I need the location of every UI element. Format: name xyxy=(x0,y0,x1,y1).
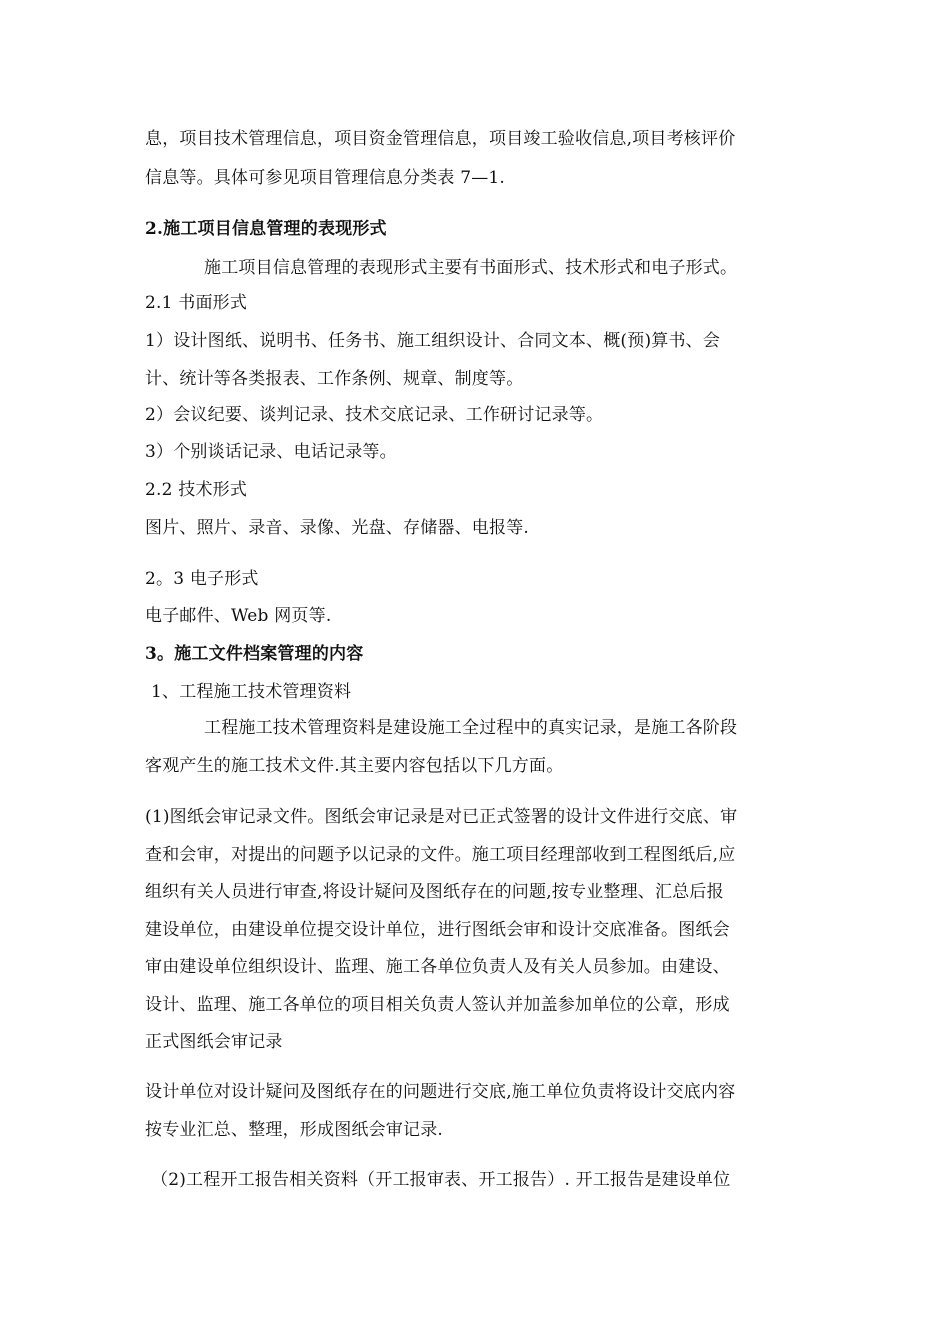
subsection-2-2-heading: 2.2 技术形式 xyxy=(145,480,248,500)
subsection-2-2-body: 图片、照片、录音、录像、光盘、存储器、电报等. xyxy=(145,518,530,538)
item-1-line-7: 正式图纸会审记录 xyxy=(145,1032,283,1052)
list-item-1-line-2: 计、统计等各类报表、工作条例、规章、制度等。 xyxy=(145,369,524,389)
list-item-1-line-1: 1）设计图纸、说明书、任务书、施工组织设计、合同文本、概(预)算书、会 xyxy=(145,331,721,351)
section-2-heading: 2.施工项目信息管理的表现形式 xyxy=(145,219,387,239)
subsection-2-1-heading: 2.1 书面形式 xyxy=(145,293,248,313)
paragraph-1-line-1: 工程施工技术管理资料是建设施工全过程中的真实记录，是施工各阶段 xyxy=(204,718,738,738)
item-2-line-1: （2)工程开工报告相关资料（开工报审表、开工报告）. 开工报告是建设单位 xyxy=(151,1170,731,1190)
subsection-2-3-body: 电子邮件、Web 网页等. xyxy=(145,606,332,626)
item-1-line-5: 审由建设单位组织设计、监理、施工各单位负责人及有关人员参加。由建设、 xyxy=(145,957,730,977)
section-2-summary: 施工项目信息管理的表现形式主要有书面形式、技术形式和电子形式。 xyxy=(204,258,738,278)
paragraph-2-line-2: 按专业汇总、整理，形成图纸会审记录. xyxy=(145,1120,444,1140)
item-1-line-6: 设计、监理、施工各单位的项目相关负责人签认并加盖参加单位的公章，形成 xyxy=(145,995,730,1015)
item-1-line-2: 查和会审，对提出的问题予以记录的文件。施工项目经理部收到工程图纸后,应 xyxy=(145,845,736,865)
section-3-heading: 3。施工文件档案管理的内容 xyxy=(145,644,364,664)
item-1-line-4: 建设单位，由建设单位提交设计单位，进行图纸会审和设计交底准备。图纸会 xyxy=(145,920,730,940)
item-1-line-1: (1)图纸会审记录文件。图纸会审记录是对已正式签署的设计文件进行交底、审 xyxy=(145,807,738,827)
subsection-3-1-heading: 1、工程施工技术管理资料 xyxy=(151,682,352,702)
list-item-2: 2）会议纪要、谈判记录、技术交底记录、工作研讨记录等。 xyxy=(145,405,604,425)
paragraph-2-line-1: 设计单位对设计疑问及图纸存在的问题进行交底,施工单位负责将设计交底内容 xyxy=(145,1082,736,1102)
intro-line-2: 信息等。具体可参见项目管理信息分类表 7—1. xyxy=(145,168,506,188)
list-item-3: 3）个别谈话记录、电话记录等。 xyxy=(145,442,397,462)
item-1-line-3: 组织有关人员进行审查,将设计疑问及图纸存在的问题,按专业整理、汇总后报 xyxy=(145,882,724,902)
intro-line-1: 息，项目技术管理信息，项目资金管理信息，项目竣工验收信息,项目考核评价 xyxy=(145,129,736,149)
paragraph-1-line-2: 客观产生的施工技术文件.其主要内容包括以下几方面。 xyxy=(145,756,564,776)
subsection-2-3-heading: 2。3 电子形式 xyxy=(145,569,259,589)
